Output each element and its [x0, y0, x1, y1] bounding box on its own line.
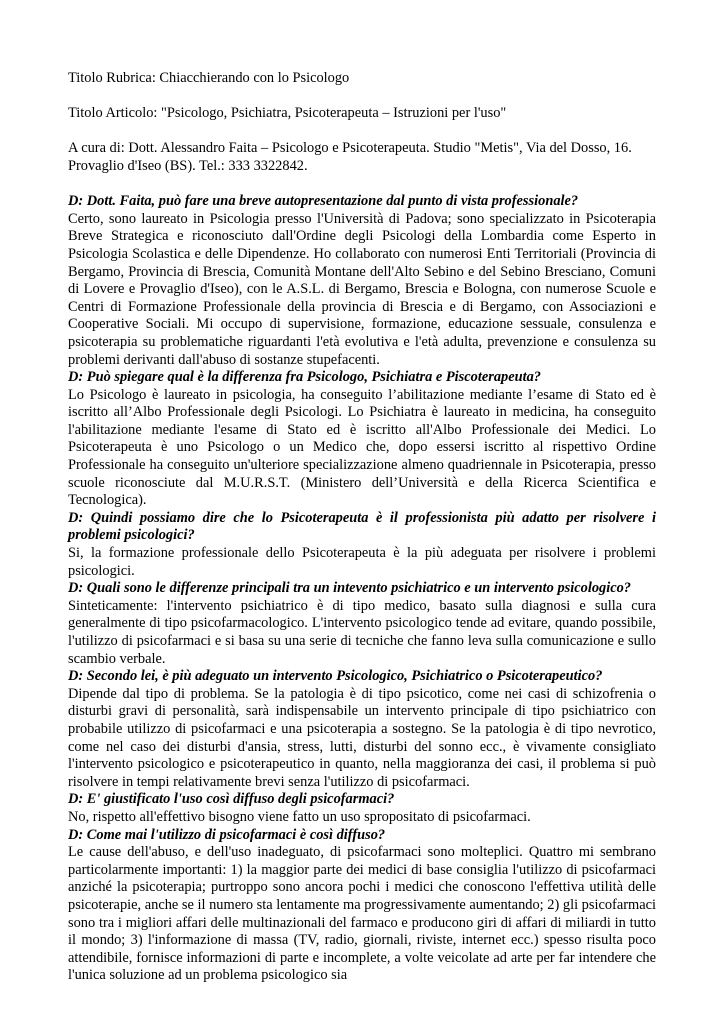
answer-4: Sinteticamente: l'intervento psichiatrico è di tipo medico, basato sulla diagnosi e sulla cura generalmente di tipo psicofarmacologico. L'intervento psicologico tende ad evitare, quando possibile, l'utilizzo di psicofarmaci e si basa su una serie di tecniche che fanno leva sulla comunicazione e sullo scambio verbale.: [68, 597, 656, 667]
answer-5: Dipende dal tipo di problema. Se la patologia è di tipo psicotico, come nei casi di schizofrenia o disturbi gravi di personalità, sarà indispensabile un intervento principale di tipo psichiatrico con probabile utilizzo di psicofarmaci e una psicoterapia a sostegno. Se la patologia è di tipo nevrotico, come nel caso dei disturbi d'ansia, stress, lutti, disturbi del sonno ecc., è vivamente consigliato l'intervento psicologico e psicoterapeutico in quanto, nella maggioranza dei casi, il problema si può risolvere in tempi relativamente brevi senza l'utilizzo di psicofarmaci.: [68, 685, 656, 790]
author-line: A cura di: Dott. Alessandro Faita – Psicologo e Psicoterapeuta. Studio "Metis", Via del Dosso, 16. Provaglio d'Iseo (BS). Tel.: 333 3322842.: [68, 140, 632, 174]
answer-2: Lo Psicologo è laureato in psicologia, ha conseguito l’abilitazione mediante l’esame di Stato ed è iscritto all’Albo Professionale degli Psicologi. Lo Psichiatra è laureato in medicina, ha conseguito l'abilitazione mediante l'esame di Stato ed è iscritto all'Albo Professionale dei Medici. Lo Psicoterapeuta è uno Psicologo o un Medico che, dopo essersi iscritto al rispettivo Ordine Professionale ha conseguito un'ulteriore specializzazione almeno quadriennale in Psicoterapia, presso scuole riconosciute dal M.U.R.S.T. (Ministero dell’Università e della Ricerca Scientifica e Tecnologica).: [68, 386, 656, 509]
document-page: [68, 70, 656, 985]
question-3: D: Quindi possiamo dire che lo Psicoterapeuta è il professionista più adatto per risolvere i problemi psicologici?: [68, 509, 656, 544]
article-title: Titolo Articolo: "Psicologo, Psichiatra, Psicoterapeuta – Istruzioni per l'uso": [68, 105, 507, 122]
question-1: D: Dott. Faita, può fare una breve autopresentazione dal punto di vista professionale?: [68, 193, 579, 210]
answer-1: Certo, sono laureato in Psicologia presso l'Università di Padova; sono specializzato in Psicoterapia Breve Strategica e riconosciuto dall'Ordine degli Psicologi della Lombardia come Esperto in Psicologia Scolastica e delle Dipendenze. Ho collaborato con numerosi Enti Territoriali (Provincia di Bergamo, Provincia di Brescia, Comunità Montane dell'Alto Sebino e del Sebino Bresciano, Comuni di Lovere e Provaglio d'Iseo), con le A.S.L. di Bergamo, Brescia e Bologna, con numerose Scuole e Centri di Formazione Professionale della provincia di Brescia e di Bergamo, con Associazioni e Cooperative Sociali. Mi occupo di supervisione, formazione, educazione sessuale, consulenza e psicoterapia su problematiche riguardanti l'età evolutiva e l'età adulta, prevenzione e consulenza su problemi derivanti dall'abuso di sostanze stupefacenti.: [68, 210, 656, 368]
question-4: D: Quali sono le differenze principali tra un intevento psichiatrico e un intervento psicologico?: [68, 580, 631, 597]
answer-6: No, rispetto all'effettivo bisogno viene fatto un uso spropositato di psicofarmaci.: [68, 808, 531, 825]
rubric-title: Titolo Rubrica: Chiacchierando con lo Psicologo: [68, 70, 350, 86]
answer-7: Le cause dell'abuso, e dell'uso inadeguato, di psicofarmaci sono molteplici. Quattro mi sembrano particolarmente importanti: 1) la maggior parte dei medici di base consiglia l'utilizzo di psicofarmaci anziché la psicoterapia; purtroppo sono ancora pochi i medici che conoscono l'effettiva utilità delle psicoterapie, anche se il numero sta lentamente ma progressivamente aumentando; 2) gli psicofarmaci sono tra i migliori affari delle multinazionali del farmaco e producono giri di affari di miliardi in tutto il mondo; 3) l'informazione di massa (TV, radio, giornali, riviste, internet ecc.) spesso risulta poco attendibile, fornisce informazioni di parte e incomplete, a volte veicolate ad arte per far intendere che l'unica soluzione ad un problema psicologico sia: [68, 844, 656, 984]
question-6: D: E' giustificato l'uso così diffuso degli psicofarmaci?: [68, 791, 395, 808]
question-7: D: Come mai l'utilizzo di psicofarmaci è così diffuso?: [68, 826, 386, 843]
question-2: D: Può spiegare qual è la differenza fra Psicologo, Psichiatra e Piscoterapeuta?: [68, 369, 541, 386]
answer-3: Si, la formazione professionale dello Psicoterapeuta è la più adeguata per risolvere i problemi psicologici.: [68, 545, 656, 579]
question-5: D: Secondo lei, è più adeguato un intervento Psicologico, Psichiatrico o Psicoterapeutico?: [68, 668, 603, 685]
